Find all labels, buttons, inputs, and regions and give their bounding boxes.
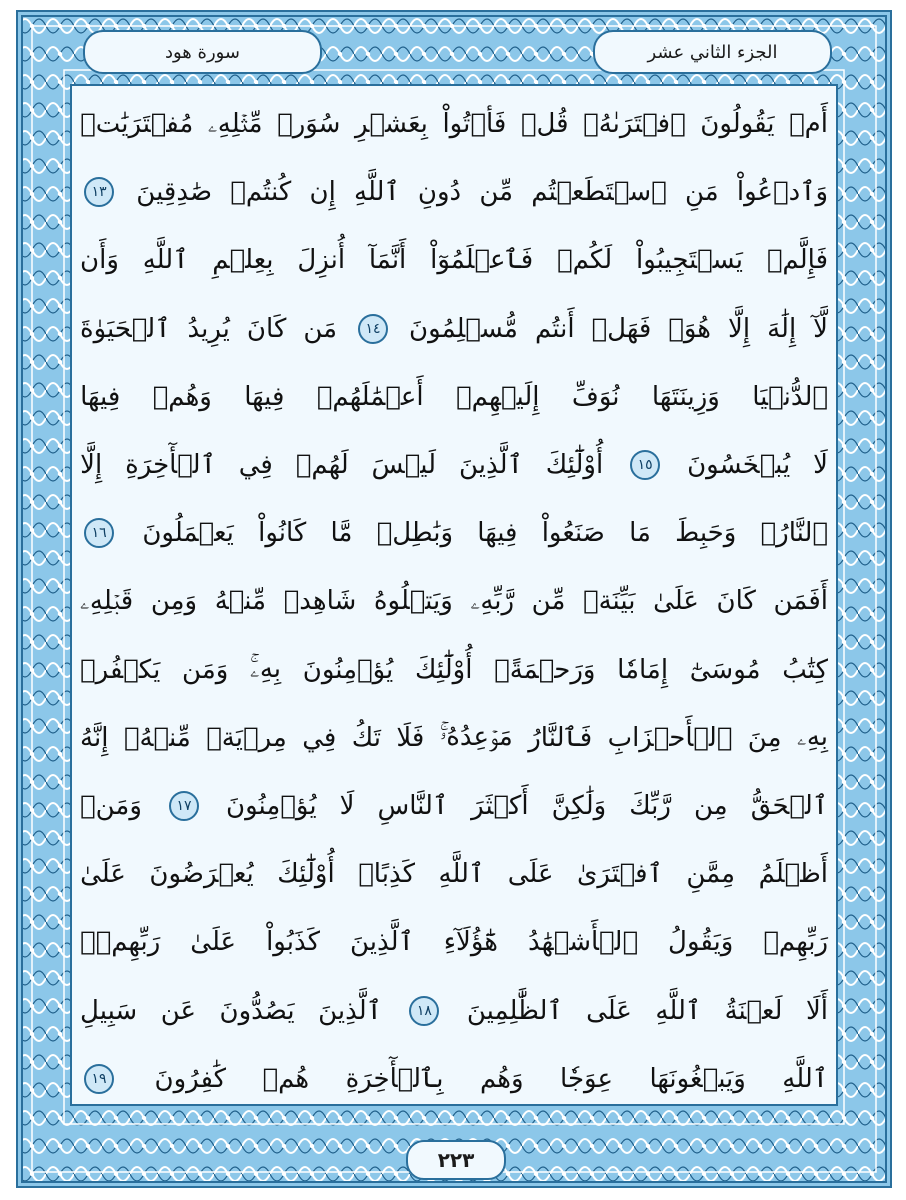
word: رَّبِّهِۦ [470, 585, 515, 616]
word: ٱلظَّٰلِمِينَ [466, 995, 563, 1026]
word: وَرَحۡمَةًۚ [494, 654, 596, 685]
word: فَٱلنَّارُ [528, 722, 593, 753]
ayah-number: ١٣ [84, 177, 114, 207]
word: عَن [160, 995, 196, 1026]
word: هُمۡ [262, 1063, 310, 1094]
word: ٱلدُّنۡيَا [752, 381, 828, 412]
word: إِلَّا [80, 450, 103, 480]
word: قَبۡلِهِۦ [80, 585, 134, 616]
ayah-number: ١٤ [358, 314, 388, 344]
text-line [80, 706, 828, 770]
word: ٱلۡأَشۡهَٰدُ [527, 927, 639, 958]
word: يُؤۡمِنُونَ [225, 791, 317, 821]
word: ٱلۡحَيَوٰةَ [80, 313, 171, 344]
word: يُبۡخَسُونَ [687, 450, 791, 480]
word: إِلَّا [728, 313, 751, 344]
word: فَهَلۡ [591, 313, 652, 344]
word: كَانُواْ [258, 518, 307, 549]
word: بِهِۦۚ [249, 654, 282, 685]
word: فَإِلَّمۡ [766, 245, 828, 276]
word: إِلَٰهَ [767, 313, 797, 344]
word: ٱلۡحَقُّ [750, 791, 828, 821]
word: مِّن [531, 586, 566, 617]
word: وَمَن [182, 654, 229, 685]
surah-label [83, 30, 322, 74]
word: ٱفۡتَرَىٰهُۖ [583, 109, 686, 139]
word: عِوَجٗا [560, 1063, 613, 1094]
quran-text [80, 92, 828, 1100]
text-line [80, 92, 828, 156]
text-line [80, 842, 828, 906]
word: مِمَّنِ [686, 859, 736, 890]
word: وَيَتۡلُوهُ [373, 586, 453, 617]
word: رَبِّهِمۡۚ [80, 927, 161, 958]
word: بِعَشۡرِ [355, 109, 428, 139]
word: عَلَىٰ [653, 586, 699, 617]
text-line [80, 910, 828, 974]
word: ٱلَّذِينَ [349, 927, 414, 958]
word: يَكۡفُرۡ [80, 654, 161, 685]
word: مَن [303, 313, 338, 344]
word: ٱفۡتَرَىٰ [577, 859, 663, 890]
word: مِن [694, 791, 728, 821]
word: ٱللَّهِ [142, 245, 189, 276]
word: يَسۡتَجِيبُواْ [635, 245, 743, 276]
juz-label [593, 30, 832, 74]
word: لَعۡنَةُ [724, 995, 783, 1026]
word: لَا [339, 791, 355, 821]
word: كَٰفِرُونَ [154, 1063, 226, 1094]
word: ٱللَّهِ [354, 177, 400, 208]
word: يُرِيدُ [187, 313, 230, 344]
word: فِيهَا [477, 518, 518, 549]
ayah-number: ١٧ [169, 791, 199, 821]
text-panel [70, 84, 838, 1106]
word: كِتَٰبُ [782, 654, 828, 685]
word: أُوْلَٰٓئِكَ [545, 450, 604, 480]
word: أَمۡ [789, 109, 828, 139]
word: ٱللَّهِ [438, 859, 485, 890]
text-line [80, 228, 828, 292]
word: مِنَ [747, 722, 782, 753]
word: لَهُمۡ [295, 450, 349, 480]
word: ٱلنَّاسِ [377, 791, 449, 821]
word: سَبِيلِ [80, 995, 138, 1026]
word: أَعۡمَٰلَهُمۡ [316, 381, 424, 412]
word: بِهِۦ [796, 722, 828, 753]
word: عَلَىٰ [80, 859, 126, 890]
word: لَا [813, 450, 828, 480]
juz-text: الجزء الثاني عشر [647, 41, 778, 63]
word: مَا [629, 518, 651, 549]
word: وَهُم [480, 1063, 524, 1094]
word: إِنَّهُ [80, 722, 109, 753]
word: ٱلَّذِينَ [458, 450, 523, 480]
word: أَفَمَن [773, 586, 828, 617]
word: يُعۡرَضُونَ [149, 859, 254, 890]
text-line [80, 569, 828, 633]
word: أَلَا [805, 995, 828, 1026]
word: لَيۡسَ [371, 450, 437, 480]
word: وَٱدۡعُواْ [736, 177, 828, 208]
text-line [80, 979, 828, 1043]
word: وَمِن [150, 586, 198, 617]
word: مُفۡتَرَيَٰتٖ [80, 109, 194, 139]
word: مُوسَىٰٓ [689, 654, 761, 685]
word: بِٱلۡأٓخِرَةِ [345, 1063, 444, 1094]
word: مِّنۡهُۚ [123, 722, 191, 753]
word: مَوۡعِدُهُۥۚ [439, 722, 513, 753]
word: ٱللَّهِ [782, 1063, 828, 1094]
word: كَذَبُواْ [266, 927, 320, 958]
word: قُلۡ [520, 109, 569, 139]
ayah-number: ١٦ [84, 518, 114, 548]
word: وَزِينَتَهَا [651, 381, 720, 412]
word: بَيِّنَةٖ [583, 586, 636, 617]
ayah-number: ١٩ [84, 1064, 114, 1094]
word: كَانَ [716, 586, 756, 617]
word: سُوَرٖ [277, 109, 341, 139]
page-frame [16, 10, 892, 1188]
word: كُنتُمۡ [230, 177, 292, 208]
word: وَأَن [80, 245, 119, 276]
word: وَبَٰطِلٞ [376, 518, 454, 549]
text-line [80, 1047, 828, 1106]
word: ٱلۡأٓخِرَةِ [125, 450, 216, 480]
word: أَنتُم [534, 313, 575, 344]
word: لَّآ [813, 313, 828, 344]
word: ٱللَّهِ [655, 995, 702, 1026]
word: مَّا [330, 518, 353, 549]
word: رَبِّهِمۡ [763, 927, 828, 958]
word: وَمَنۡ [80, 791, 142, 821]
word: ٱلنَّارُۖ [760, 518, 828, 549]
surah-text: سورة هود [164, 41, 241, 63]
text-line [80, 433, 828, 497]
word: فِيهَا [80, 381, 121, 412]
text-line [80, 365, 828, 429]
word: نُوَفِّ [571, 381, 620, 412]
ayah-number: ١٥ [630, 450, 660, 480]
word: لَكُمۡ [556, 245, 613, 276]
word: وَحَبِطَ [675, 518, 737, 549]
word: مِّثۡلِهِۦ [207, 108, 263, 139]
word: وَلَٰكِنَّ [551, 791, 607, 821]
word: مِّن [479, 177, 514, 208]
text-line [80, 774, 828, 838]
word: ٱسۡتَطَعۡتُم [531, 177, 667, 208]
word: شَاهِدٞ [283, 586, 357, 617]
word: صَنَعُواْ [541, 518, 605, 549]
word: فِي [302, 722, 337, 753]
word: ٱلۡأَحۡزَابِ [607, 722, 733, 753]
word: أُوْلَٰٓئِكَ [414, 654, 473, 685]
ayah-number: ١٨ [409, 996, 439, 1026]
word: كَانَ [246, 313, 287, 344]
word: يَعۡمَلُونَ [142, 518, 234, 549]
text-line [80, 501, 828, 565]
word: صَٰدِقِينَ [136, 177, 213, 208]
page-number-text: ٢٢٣ [437, 1148, 475, 1172]
word: إِمَامٗا [617, 654, 669, 685]
word: فَٱعۡلَمُوٓاْ [430, 245, 534, 276]
word: فِي [238, 450, 273, 480]
word: دُونِ [417, 177, 462, 208]
word: إِلَيۡهِمۡ [456, 381, 540, 412]
word: يَقُولُونَ [700, 109, 775, 139]
word: رَّبِّكَ [629, 791, 671, 821]
text-line [80, 160, 828, 224]
word: يَصُدُّونَ [219, 995, 295, 1026]
word: تَكُ [351, 722, 381, 753]
text-line [80, 297, 828, 361]
page-number [406, 1140, 506, 1180]
word: أُوْلَٰٓئِكَ [277, 859, 335, 890]
word: وَيَقُولُ [668, 927, 734, 958]
word: فَأۡتُواْ [442, 109, 507, 139]
word: يُؤۡمِنُونَ [302, 654, 394, 685]
word: هَٰٓؤُلَآءِ [443, 927, 498, 958]
word: أُنزِلَ [297, 245, 346, 276]
word: أَظۡلَمُ [758, 859, 828, 890]
word: فَلَا [396, 722, 425, 753]
word: وَيَبۡغُونَهَا [649, 1063, 746, 1094]
word: مِرۡيَةٖ [206, 722, 287, 753]
word: مُّسۡلِمُونَ [409, 313, 518, 344]
word: عَلَى [586, 995, 632, 1026]
word: إِن [309, 177, 336, 208]
word: بِعِلۡمِ [212, 245, 274, 276]
word: مِّنۡهُ [214, 586, 267, 617]
word: وَهُمۡ [152, 381, 212, 412]
word: مَنِ [684, 177, 719, 208]
word: أَكۡثَرَ [471, 791, 529, 821]
word: ٱلَّذِينَ [318, 995, 382, 1026]
word: كَذِبًاۚ [358, 859, 415, 890]
text-line [80, 638, 828, 702]
word: عَلَىٰ [190, 927, 237, 958]
word: فِيهَا [244, 381, 285, 412]
word: عَلَى [507, 859, 554, 890]
word: هُوَۖ [668, 313, 712, 344]
word: أَنَّمَآ [368, 245, 407, 276]
